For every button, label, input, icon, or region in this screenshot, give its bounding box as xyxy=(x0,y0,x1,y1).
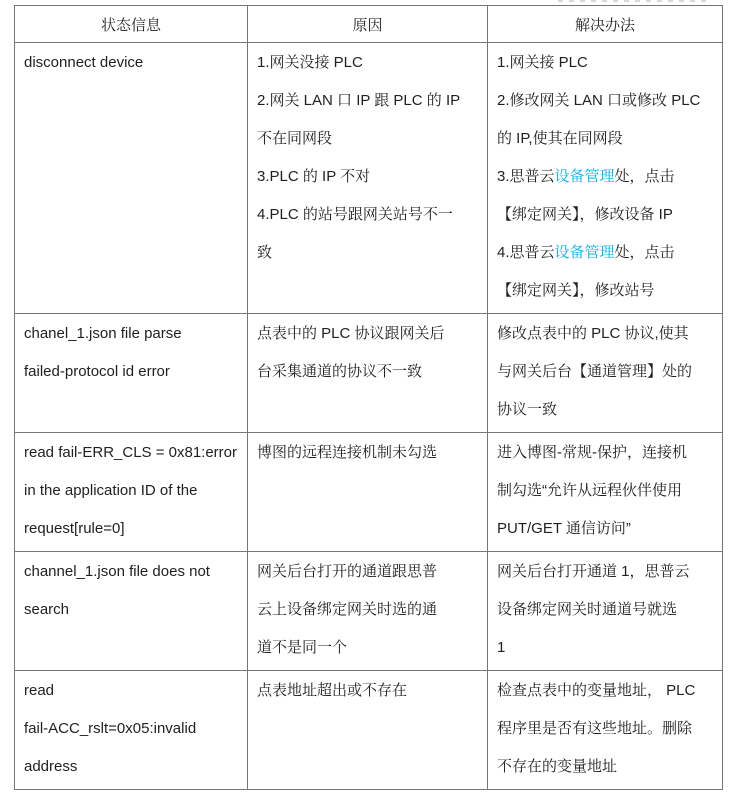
text-segment: 不存在的变量地址 xyxy=(497,758,618,775)
cell-line xyxy=(24,434,241,472)
status-cell xyxy=(15,314,248,433)
solution-cell xyxy=(488,314,723,433)
cell-line xyxy=(497,434,716,472)
cell-line xyxy=(497,472,716,510)
text-segment: 1.网关接 PLC xyxy=(497,54,588,71)
cell-line xyxy=(257,120,481,158)
text-segment: 点表地址超出或不存在 xyxy=(257,682,408,699)
text-segment: 设备绑定网关时通道号就选 xyxy=(497,601,678,618)
cause-cell xyxy=(248,43,488,314)
text-segment: read fail-ERR_CLS = 0x81:error xyxy=(24,444,238,461)
cell-line xyxy=(257,434,481,472)
text-segment: 【绑定网关】，修改站号 xyxy=(497,282,655,299)
header-row xyxy=(15,6,723,43)
cell-line xyxy=(497,353,716,391)
text-segment: 4.思普云 xyxy=(497,244,555,261)
cell-line xyxy=(497,629,716,667)
text-segment: fail-ACC_rslt=0x05:invalid xyxy=(24,720,197,737)
text-segment: in the application ID of the xyxy=(24,482,198,499)
table-row xyxy=(15,314,723,433)
cell-line xyxy=(497,196,716,234)
text-segment: 修改点表中的 PLC 协议,使其 xyxy=(497,325,689,342)
text-segment: channel_1.json file does not xyxy=(24,563,210,580)
solution-cell xyxy=(488,433,723,552)
status-cell xyxy=(15,552,248,671)
text-segment: 【绑定网关】，修改设备 IP xyxy=(497,206,673,223)
cell-line xyxy=(257,82,481,120)
table-row xyxy=(15,433,723,552)
text-segment: failed-protocol id error xyxy=(24,363,170,380)
cell-line xyxy=(24,591,241,629)
text-segment: chanel_1.json file parse xyxy=(24,325,182,342)
cell-line xyxy=(24,748,241,786)
highlight-text: 设备管理 xyxy=(554,168,615,185)
cell-line xyxy=(24,553,241,591)
cell-line xyxy=(497,315,716,353)
cell-line xyxy=(257,158,481,196)
text-segment: 云上设备绑定网关时选的通 xyxy=(257,601,438,618)
cell-line xyxy=(257,44,481,82)
table-row xyxy=(15,43,723,314)
cell-line xyxy=(257,672,481,710)
column-header-cause: 原因 xyxy=(248,6,488,43)
cell-line xyxy=(24,510,241,548)
cell-line xyxy=(497,272,716,310)
text-segment: 检查点表中的变量地址， PLC xyxy=(497,682,696,699)
text-segment: 点表中的 PLC 协议跟网关后 xyxy=(257,325,445,342)
text-segment: request[rule=0] xyxy=(24,520,125,537)
cell-line xyxy=(24,44,241,82)
cell-line xyxy=(257,315,481,353)
table-row xyxy=(15,552,723,671)
cell-line xyxy=(497,510,716,548)
text-segment: 处，点击 xyxy=(614,244,675,261)
text-segment: 的 IP,使其在同网段 xyxy=(497,130,623,147)
status-cell xyxy=(15,433,248,552)
cell-line xyxy=(497,82,716,120)
cell-line xyxy=(497,391,716,429)
solution-cell xyxy=(488,671,723,790)
text-segment: 1 xyxy=(497,639,506,656)
text-segment: 4.PLC 的站号跟网关站号不一 xyxy=(257,206,453,223)
troubleshooting-table xyxy=(14,5,723,790)
cell-line xyxy=(497,234,716,272)
text-segment: 处，点击 xyxy=(614,168,675,185)
cell-line xyxy=(497,120,716,158)
cell-line xyxy=(257,591,481,629)
text-segment: 博图的远程连接机制未勾选 xyxy=(257,444,438,461)
status-cell xyxy=(15,43,248,314)
status-cell xyxy=(15,671,248,790)
text-segment: search xyxy=(24,601,70,618)
cause-cell xyxy=(248,433,488,552)
cell-line xyxy=(257,234,481,272)
text-segment: 进入博图-常规-保护，连接机 xyxy=(497,444,687,461)
table-header xyxy=(15,6,723,43)
cell-line xyxy=(497,710,716,748)
cell-line xyxy=(497,591,716,629)
text-segment: 不在同网段 xyxy=(257,130,333,147)
cell-line xyxy=(497,748,716,786)
cause-cell xyxy=(248,314,488,433)
solution-cell xyxy=(488,43,723,314)
cell-line xyxy=(257,629,481,667)
text-segment: 道不是同一个 xyxy=(257,639,348,656)
cell-line xyxy=(497,672,716,710)
text-segment: disconnect device xyxy=(24,54,144,71)
cell-line xyxy=(24,472,241,510)
cell-line xyxy=(24,315,241,353)
column-header-solution: 解决办法 xyxy=(488,6,723,43)
text-segment: address xyxy=(24,758,78,775)
cell-line xyxy=(24,710,241,748)
text-segment: 程序里是否有这些地址。删除 xyxy=(497,720,693,737)
solution-cell xyxy=(488,552,723,671)
table-row xyxy=(15,671,723,790)
highlight-text: 设备管理 xyxy=(554,244,615,261)
text-segment: 制勾选“允许从远程伙伴使用 xyxy=(497,482,682,499)
text-segment: 2.修改网关 LAN 口或修改 PLC xyxy=(497,92,701,109)
cell-line xyxy=(257,553,481,591)
text-segment: 2.网关 LAN 口 IP 跟 PLC 的 IP xyxy=(257,92,461,109)
table-body xyxy=(15,43,723,790)
column-header-status: 状态信息 xyxy=(15,6,248,43)
text-segment: 3.PLC 的 IP 不对 xyxy=(257,168,371,185)
cell-line xyxy=(257,196,481,234)
text-segment: 台采集通道的协议不一致 xyxy=(257,363,423,380)
text-segment: PUT/GET 通信访问” xyxy=(497,520,631,537)
cell-line xyxy=(497,553,716,591)
text-segment: 与网关后台【通道管理】处的 xyxy=(497,363,693,380)
cell-line xyxy=(257,353,481,391)
text-segment: 3.思普云 xyxy=(497,168,555,185)
text-segment: 协议一致 xyxy=(497,401,558,418)
cropped-content-artifact xyxy=(558,0,710,2)
text-segment: read xyxy=(24,682,55,699)
cell-line xyxy=(497,158,716,196)
cause-cell xyxy=(248,552,488,671)
text-segment: 致 xyxy=(257,244,273,261)
text-segment: 网关后台打开通道 1，思普云 xyxy=(497,563,690,580)
cell-line xyxy=(497,44,716,82)
cause-cell xyxy=(248,671,488,790)
cell-line xyxy=(24,353,241,391)
text-segment: 1.网关没接 PLC xyxy=(257,54,363,71)
cell-line xyxy=(24,672,241,710)
text-segment: 网关后台打开的通道跟思普 xyxy=(257,563,438,580)
